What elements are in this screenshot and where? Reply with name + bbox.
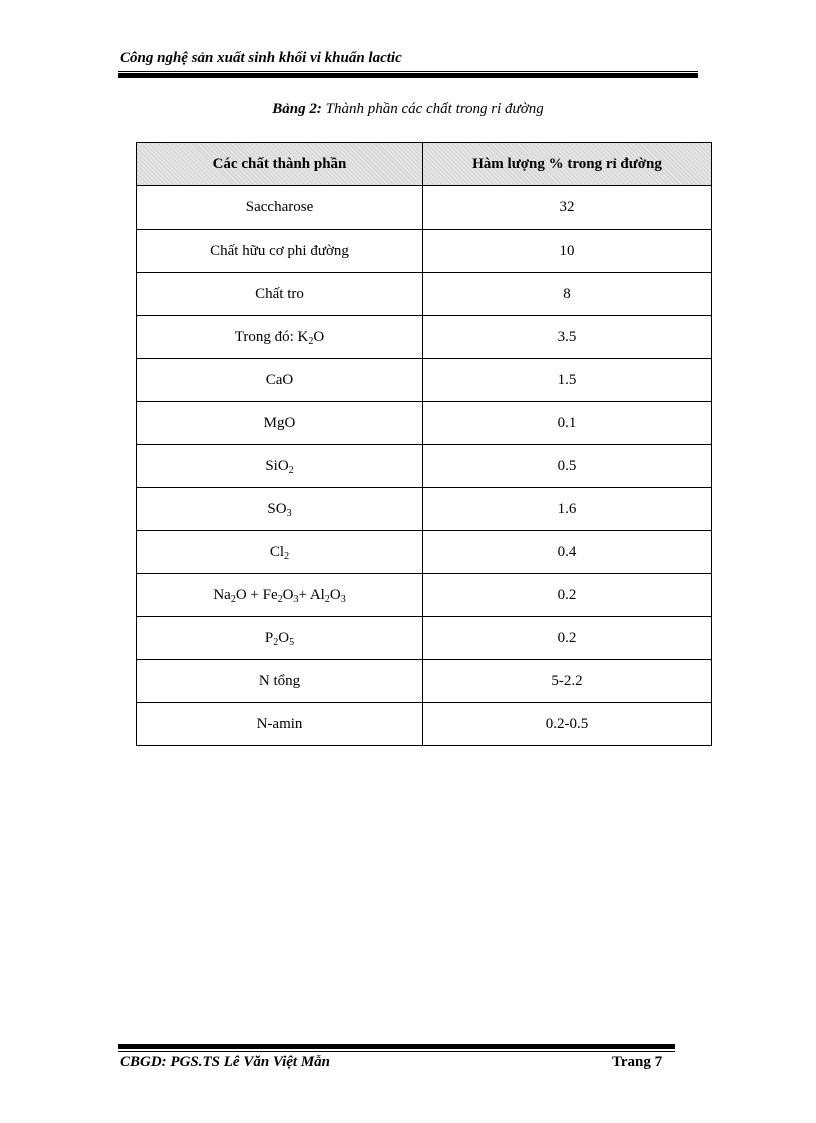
table-row [137, 402, 712, 445]
component-cell: $P_2O_5$ [137, 617, 423, 660]
component-cell: MgO [137, 402, 423, 445]
component-cell: Saccharose [137, 186, 423, 230]
table-row [137, 488, 712, 531]
caption-label: Bảng 2: [272, 101, 322, 117]
table-row [137, 617, 712, 660]
content-cell: 0.5 [423, 445, 712, 488]
caption-text: Thành phần các chất trong rỉ đường [321, 101, 544, 117]
footer-rule-thick [118, 1044, 675, 1049]
component-cell: CaO [137, 359, 423, 402]
table-row [137, 186, 712, 230]
content-cell: 32 [423, 186, 712, 230]
document-header-title: Công nghệ sản xuất sinh khối vi khuẩn lactic [120, 50, 402, 66]
component-cell: N-amin [137, 703, 423, 746]
content-cell: 1.6 [423, 488, 712, 531]
table-row [137, 230, 712, 273]
table-caption [0, 101, 816, 118]
component-cell: Chất hữu cơ phi đường [137, 230, 423, 273]
footer-rule-thin [118, 1051, 675, 1052]
component-cell: $SO_3$ [137, 488, 423, 531]
component-cell: Chất tro [137, 273, 423, 316]
footer-author: CBGD: PGS.TS Lê Văn Việt Mẫn [120, 1054, 331, 1070]
content-cell: 0.2 [423, 574, 712, 617]
component-cell: SiO$_2$ [137, 445, 423, 488]
table-row [137, 359, 712, 402]
content-cell: 0.1 [423, 402, 712, 445]
component-cell: N tổng [137, 660, 423, 703]
table-row [137, 531, 712, 574]
content-cell: 5-2.2 [423, 660, 712, 703]
table-row [137, 273, 712, 316]
content-cell: 0.4 [423, 531, 712, 574]
content-cell: 10 [423, 230, 712, 273]
content-cell: 0.2 [423, 617, 712, 660]
table-header-row [137, 143, 712, 186]
table-row [137, 316, 712, 359]
component-cell: Trong đó: $K_2O$ [137, 316, 423, 359]
composition-table [136, 142, 712, 746]
table-row [137, 703, 712, 746]
component-cell: $Na_2O + Fe_2O_3+ Al_2O_3$ [137, 574, 423, 617]
content-cell: 0.2-0.5 [423, 703, 712, 746]
header-rule-thin [118, 71, 698, 72]
component-cell: $Cl_2$ [137, 531, 423, 574]
page-number: Trang 7 [612, 1054, 663, 1070]
header-rule-thick [118, 73, 698, 78]
content-cell: 8 [423, 273, 712, 316]
column-header-component: Các chất thành phần [137, 143, 423, 186]
table-row [137, 574, 712, 617]
content-cell: 1.5 [423, 359, 712, 402]
table-row [137, 660, 712, 703]
content-cell: 3.5 [423, 316, 712, 359]
column-header-content: Hàm lượng % trong rỉ đường [423, 143, 712, 186]
table-row [137, 445, 712, 488]
